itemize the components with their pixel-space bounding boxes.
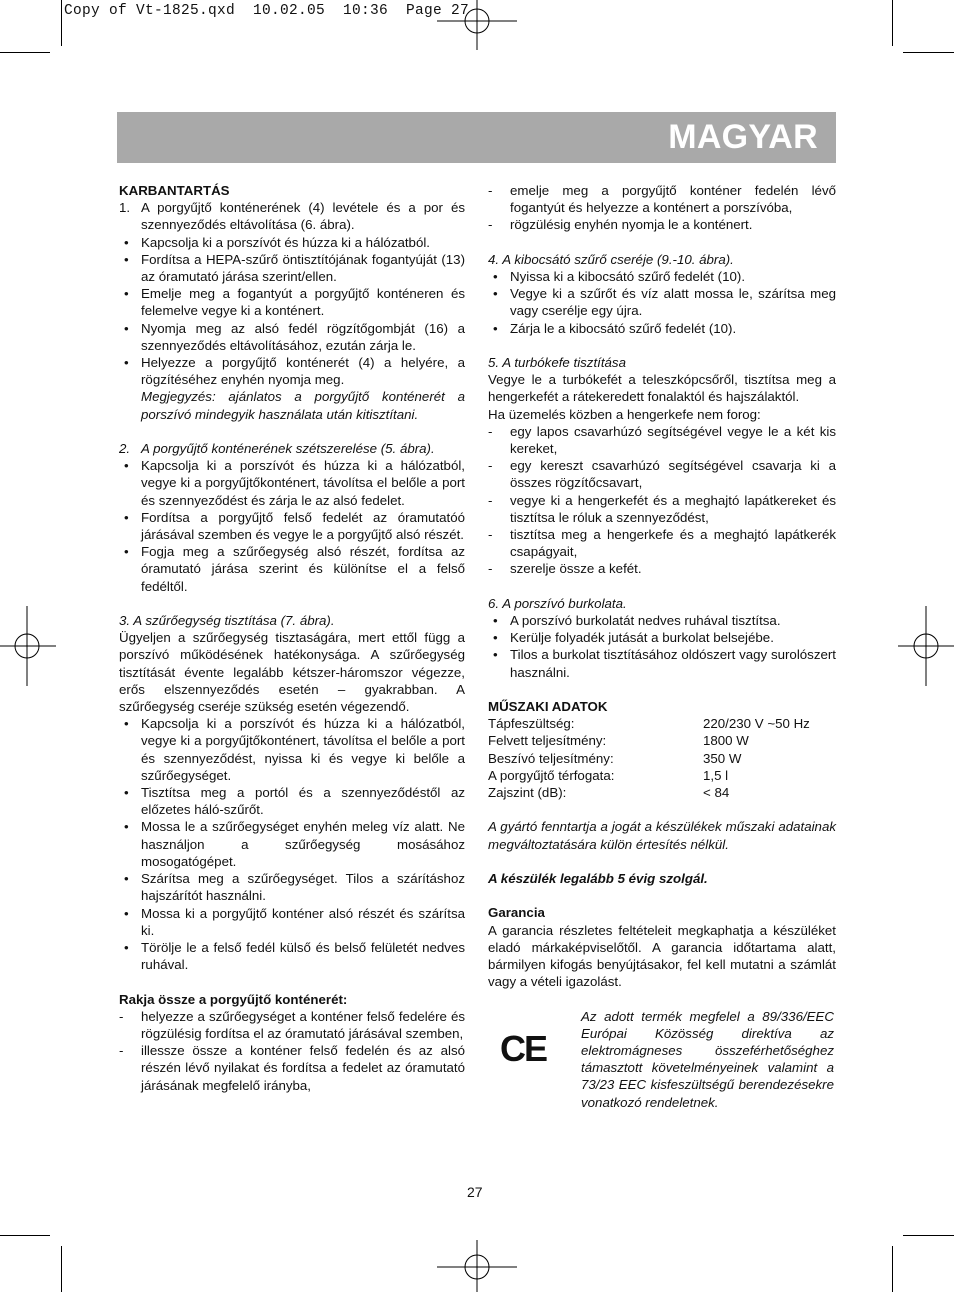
section-heading: 2. A porgyűjtő konténerének szétszerelése (5. ábra). <box>119 441 435 457</box>
section-heading: 4. A kibocsátó szűrő cseréje (9.-10. ábra). <box>488 251 734 267</box>
lifetime-note: A készülék legalább 5 évig szolgál. <box>488 871 708 887</box>
crop-mark <box>892 1246 893 1292</box>
page-number: 27 <box>467 1184 483 1200</box>
list-item: • Mossa le a szűrőegységet enyhén meleg víz alatt. Ne használjon a szűrőegység mosásához mosogatógépet. <box>124 819 465 869</box>
list-item: • Kerülje folyadék jutását a burkolat belsejébe. <box>493 630 774 646</box>
spec-row: Zajszint (dB): < 84 <box>488 785 730 801</box>
list-item: • Tisztítsa meg a portól és a szennyeződéstől az előzetes háló-szűrőt. <box>124 785 465 818</box>
list-item: • Nyissa ki a kibocsátó szűrő fedelét (10). <box>493 269 746 284</box>
list-item: • Kapcsolja ki a porszívót és húzza ki a hálózatból, vegye ki a porgyűjtőkonténert, távolítsa el belőle a port és szennyeződést, nyissa ki és vegye ki belőle a szűrőegységet. <box>124 716 465 783</box>
list-item: • Tilos a burkolat tisztításához oldószert vagy surolószert használni. <box>493 647 836 680</box>
list-item: - szerelje össze a kefét. <box>488 561 642 577</box>
crop-mark <box>61 1246 62 1292</box>
spec-row: Tápfeszültség: 220/230 V ~50 Hz <box>488 716 810 732</box>
section-heading: 5. A turbókefe tisztítása <box>488 355 626 370</box>
spec-row: A porgyűjtő térfogata: 1,5 l <box>488 767 729 783</box>
registration-mark-icon <box>437 1240 517 1292</box>
section-heading: 6. A porszívó burkolata. <box>488 595 627 611</box>
list-item: • Fordítsa a porgyűjtő felső fedelét az óramutatóó járásával szemben és vegye le a porgyűjtő alsó részét. <box>124 509 465 543</box>
note-text: Megjegyzés: ajánlatos a porgyűjtő konténerét a porszívó mindegyik használata után kitisztítani. <box>141 389 465 422</box>
list-item: - illessze össze a konténer felső fedelén és az alsó részén lévő nyilakat és fordítsa a fedelet az óramutató járásának megfelelő irányba, <box>119 1043 465 1093</box>
list-item: • Zárja le a kibocsátó szűrő fedelét (10). <box>493 320 737 336</box>
paragraph: Ha üzemelés közben a hengerkefe nem forog: <box>488 406 761 422</box>
list-item: • Szárítsa meg a szűrőegységet. Tilos a szárításhoz hajszárítót használni. <box>124 871 465 904</box>
list-item: • Emelje meg a fogantyút a porgyűjtő konténeren és felemelve vegye ki a konténert. <box>124 286 465 319</box>
list-item: - egy lapos csavarhúzó segítségével vegye le a két kis kereket, <box>488 423 836 457</box>
list-item: • Nyomja meg az alsó fedél rögzítőgombját (16) a szennyeződés eltávolításához, ezután zárja le. <box>124 320 465 353</box>
list-item: • Vegye ki a szűrőt és víz alatt mossa le, szárítsa meg vagy cserélje egy újra. <box>493 286 836 319</box>
banner-title: MAGYAR <box>668 118 818 156</box>
list-item: - emelje meg a porgyűjtő konténer fedelén lévő fogantyút és helyezze a konténert a porszívóba, <box>488 183 836 216</box>
maintenance-heading: KARBANTARTÁS <box>119 183 230 198</box>
language-banner <box>117 112 836 163</box>
left-column <box>119 182 465 1094</box>
registration-mark-icon <box>437 0 517 60</box>
list-item: • Kapcsolja ki a porszívót és húzza ki a hálózatból, vegye ki a porgyűjtőkonténert, távolítsa el belőle a port és szennyeződést és zárja le az alsó fedelet. <box>124 458 465 508</box>
crop-mark <box>61 0 62 46</box>
right-column <box>488 182 836 1148</box>
registration-mark-icon <box>898 606 954 686</box>
registration-mark-icon <box>0 606 56 686</box>
section-heading: 3. A szűrőegység tisztítása (7. ábra). <box>119 613 335 629</box>
list-item: • Fordítsa a HEPA-szűrő öntisztítójának fogantyúját (13) az óramutató járása szerint/ellen. <box>124 251 465 285</box>
ce-compliance-text: Az adott termék megfelel a 89/336/EEC Európai Közösség direktíva az elektromágneses összeférhetőséghez támasztott követelményeinek valamint a 73/23 EEC kisfeszültségű berendezésekre vonatkozó rendeletnek. <box>581 1008 834 1110</box>
paragraph: Ügyeljen a szűrőegység tisztaságára, mert ettől függ a porszívó működésének hatékonysága. A szűrőegység tisztítását évente legalább kétszer-háromszor végezze, erős elszennyeződés esetén – gyakrabban. A szűrőegység cseréje szükség esetén végezendő. <box>119 630 465 715</box>
list-item: - helyezze a szűrőegységet a konténer felső fedelére és rögzülésig fordítsa el az óramutató járásával szemben, <box>119 1008 465 1041</box>
crop-mark <box>892 0 893 46</box>
warranty-heading: Garancia <box>488 905 545 921</box>
list-item: • Mossa ki a porgyűjtő konténer alsó részét és szárítsa ki. <box>124 905 465 938</box>
ce-block <box>488 1008 836 1148</box>
list-item: • Fogja meg a szűrőegység alsó részét, fordítsa az óramutató járása szerint és különítse el a felső fedéltől. <box>124 544 465 594</box>
list-item: - vegye ki a hengerkefét és a meghajtó lapátkereket és tisztítsa le róluk a szennyeződést, <box>488 492 836 525</box>
warranty-text: A garancia részletes feltételeit megkaphatja a készüléket eladó márkaképviselőtől. A garancia időtartama alatt, bármilyen kifogás benyújtásakor, fel kell mutatni a számlát vagy a vételi igazolást. <box>488 922 836 990</box>
crop-mark <box>903 1235 954 1236</box>
spec-row: Felvett teljesítmény: 1800 W <box>488 733 749 749</box>
list-item: • Törölje le a felső fedél külső és belső felületét nedves ruhával. <box>124 939 465 973</box>
spec-row: Beszívó teljesítmény: 350 W <box>488 750 742 766</box>
tech-data-heading: MŰSZAKI ADATOK <box>488 699 608 715</box>
list-item: • Kapcsolja ki a porszívót és húzza ki a hálózatból. <box>124 234 430 250</box>
paragraph: Vegye le a turbókefét a teleszkópcsőről, tisztítsa meg a hengerkefét a rátekeredett fonalaktól és hajszálaktól. <box>488 372 836 405</box>
list-item: • A porszívó burkolatát nedves ruhával tisztítsa. <box>493 613 781 629</box>
assemble-heading: Rakja össze a porgyűjtő konténerét: <box>119 991 348 1007</box>
ce-mark-icon: CE <box>500 1027 547 1069</box>
list-item: - rögzülésig enyhén nyomja le a konténert. <box>488 217 753 233</box>
crop-mark <box>0 52 50 53</box>
crop-mark <box>903 52 954 53</box>
list-item: • Helyezze a porgyűjtő konténerét (4) a helyére, a rögzítéséhez enyhén nyomja meg. <box>124 355 465 388</box>
reserve-note: A gyártó fenntartja a jogát a készülékek műszaki adatainak megváltoztatására külön értesítés nélkül. <box>488 819 836 852</box>
list-item: 1. A porgyűjtő konténerének (4) levétele és a por és szennyeződés eltávolítása (6. ábra). <box>119 200 465 233</box>
list-item: - tisztítsa meg a hengerkefe és a meghajtó lapátkerék csapágyait, <box>488 527 836 560</box>
crop-mark <box>0 1235 50 1236</box>
file-slug: Copy of Vt-1825.qxd 10.02.05 10:36 Page 27 <box>64 3 470 19</box>
list-item: - egy kereszt csavarhúzó segítségével csavarja ki a összes rögzítőcsavart, <box>488 458 836 491</box>
